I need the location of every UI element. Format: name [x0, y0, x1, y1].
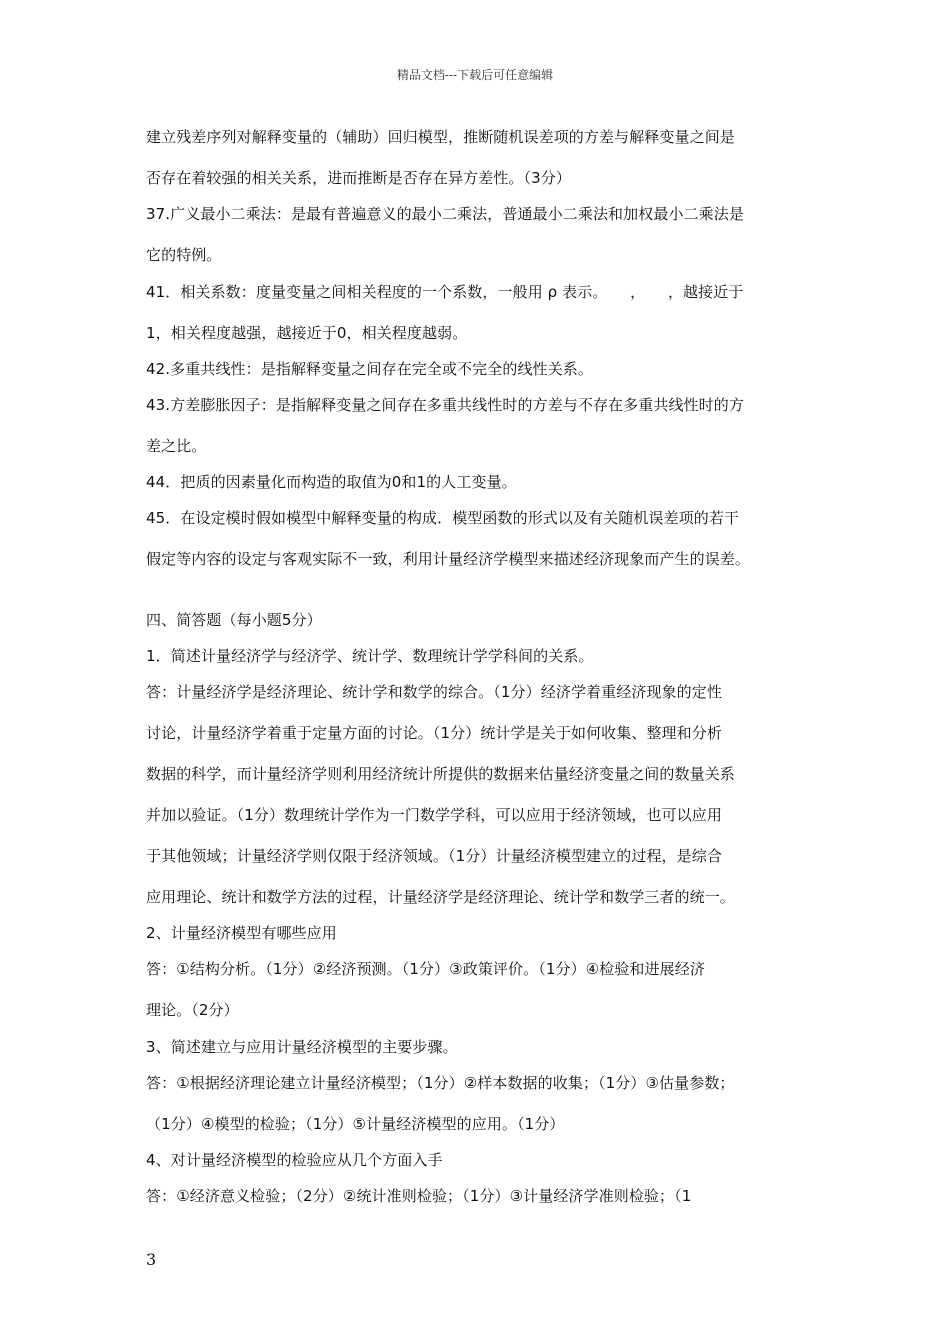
text-line: 于其他领域；计量经济学则仅限于经济领域。（1分）计量经济模型建立的过程，是综合: [146, 847, 722, 865]
text-line: 理论。（2分）: [146, 1001, 239, 1019]
text-line: 43.方差膨胀因子：是指解释变量之间存在多重共线性时的方差与不存在多重共线性时的方: [146, 396, 744, 414]
text-line: 答：计量经济学是经济理论、统计学和数学的综合。（1分）经济学着重经济现象的定性: [146, 683, 722, 701]
text-line: 45．在设定模时假如模型中解释变量的构成．模型函数的形式以及有关随机误差项的若干: [146, 509, 740, 527]
text-line: 41．相关系数：度量变量之间相关程度的一个系数，一般用 ρ 表示。 ， ，越接近于: [146, 283, 744, 301]
question-title: 2、计量经济模型有哪些应用: [146, 924, 337, 942]
text-line: 差之比。: [146, 437, 207, 455]
text-line: 数据的科学，而计量经济学则利用经济统计所提供的数据来估量经济变量之间的数量关系: [146, 765, 735, 783]
text-line: 答：①结构分析。（1分）②经济预测。（1分）③政策评价。（1分）④检验和进展经济: [146, 960, 705, 978]
text-line: 否存在着较强的相关关系，进而推断是否存在异方差性。（3分）: [146, 169, 571, 187]
text-line: 讨论，计量经济学着重于定量方面的讨论。（1分）统计学是关于如何收集、整理和分析: [146, 724, 722, 742]
page-number: 3: [146, 1250, 157, 1269]
text-line: 假定等内容的设定与客观实际不一致，利用计量经济学模型来描述经济现象而产生的误差。: [146, 550, 751, 568]
text-line: 它的特例。: [146, 246, 222, 264]
text-line: 37.广义最小二乘法：是最有普遍意义的最小二乘法，普通最小二乘法和加权最小二乘法是: [146, 205, 744, 223]
text-line: 1，相关程度越强，越接近于0，相关程度越弱。: [146, 324, 468, 342]
question-title: 1．简述计量经济学与经济学、统计学、数理统计学学科间的关系。: [146, 647, 594, 665]
text-line: 44．把质的因素量化而构造的取值为0和1的人工变量。: [146, 473, 517, 491]
text-line: 答：①经济意义检验；（2分）②统计准则检验；（1分）③计量经济学准则检验；（1: [146, 1187, 692, 1205]
text-line: 建立残差序列对解释变量的（辅助）回归模型，推断随机误差项的方差与解释变量之间是: [146, 128, 735, 146]
text-line: （1分）④模型的检验；（1分）⑤计量经济模型的应用。（1分）: [146, 1115, 565, 1133]
text-line: 42.多重共线性：是指解释变量之间存在完全或不完全的线性关系。: [146, 360, 593, 378]
text-line: 应用理论、统计和数学方法的过程，计量经济学是经济理论、统计学和数学三者的统一。: [146, 888, 735, 906]
section-heading: 四、简答题（每小题5分）: [146, 611, 322, 629]
text-line: 并加以验证。（1分）数理统计学作为一门数学学科，可以应用于经济领域，也可以应用: [146, 806, 722, 824]
text-line: 答：①根据经济理论建立计量经济模型；（1分）②样本数据的收集；（1分）③估量参数；: [146, 1074, 735, 1092]
page-header: 精品文档---下载后可任意编辑: [396, 68, 554, 82]
question-title: 4、对计量经济模型的检验应从几个方面入手: [146, 1151, 443, 1169]
question-title: 3、简述建立与应用计量经济模型的主要步骤。: [146, 1038, 458, 1056]
